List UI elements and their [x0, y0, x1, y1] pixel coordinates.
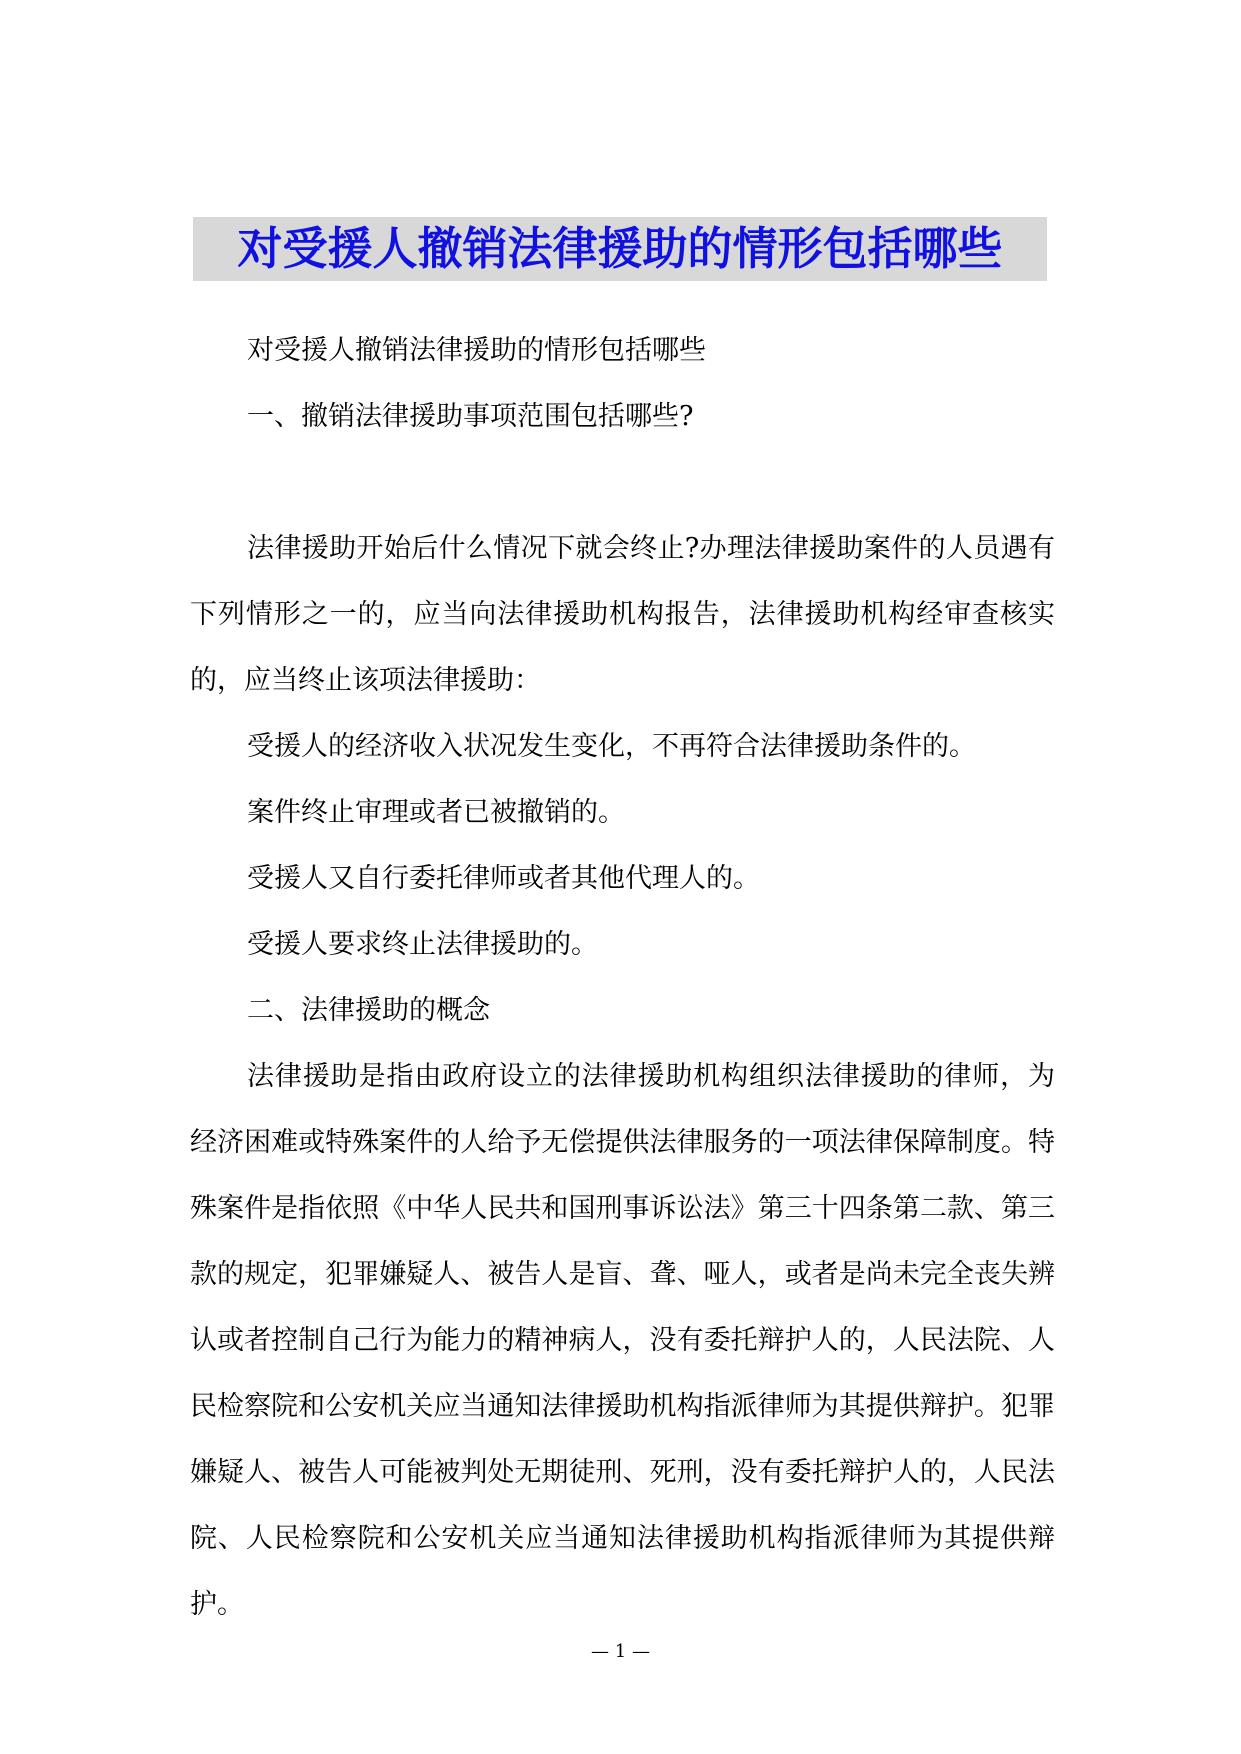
document-body	[190, 318, 1055, 1638]
list-item-self-hired: 受援人又自行委托律师或者其他代理人的。	[247, 863, 760, 894]
paragraph-termination: 法律援助开始后什么情况下就会终止?办理法律援助案件的人员遇有下列情形之一的，应当向法律援助机构报告，法律援助机构经审查核实的，应当终止该项法律援助：	[190, 533, 1055, 696]
section-heading-1: 一、撤销法律援助事项范围包括哪些?	[247, 401, 694, 432]
section-heading-2: 二、法律援助的概念	[247, 995, 490, 1026]
page-number: — 1 —	[591, 1641, 650, 1662]
paragraph-subtitle: 对受援人撤销法律援助的情形包括哪些	[247, 335, 706, 366]
list-item-case-ended: 案件终止审理或者已被撤销的。	[247, 797, 625, 828]
title-highlight	[193, 217, 1047, 281]
paragraph-concept: 法律援助是指由政府设立的法律援助机构组织法律援助的律师，为经济困难或特殊案件的人给予无偿提供法律服务的一项法律保障制度。特殊案件是指依照《中华人民共和国刑事诉讼法》第三十四条第二款、第三款的规定，犯罪嫌疑人、被告人是盲、聋、哑人，或者是尚未完全丧失辨认或者控制自己行为能力的精神病人，没有委托辩护人的，人民法院、人民检察院和公安机关应当通知法律援助机构指派律师为其提供辩护。犯罪嫌疑人、被告人可能被判处无期徒刑、死刑，没有委托辩护人的，人民法院、人民检察院和公安机关应当通知法律援助机构指派律师为其提供辩护。	[190, 1061, 1055, 1620]
list-item-request: 受援人要求终止法律援助的。	[247, 929, 598, 960]
document-title: 对受援人撤销法律援助的情形包括哪些	[237, 222, 1003, 275]
list-item-income: 受援人的经济收入状况发生变化，不再符合法律援助条件的。	[247, 731, 976, 762]
